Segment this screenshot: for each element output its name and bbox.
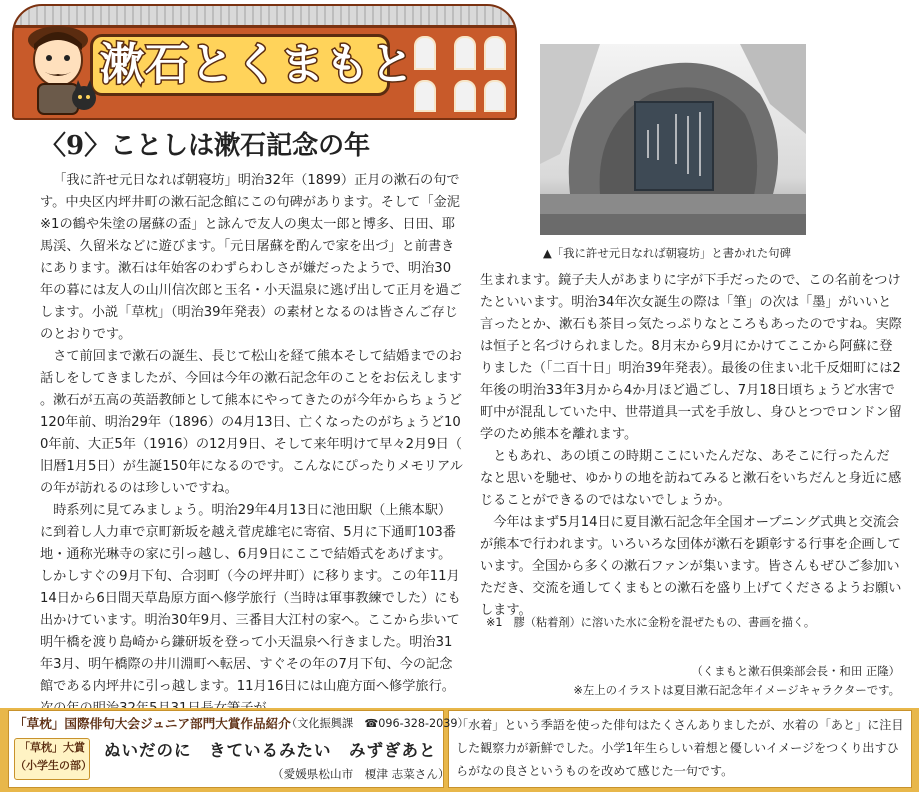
award-contact: （文化振興課 ☎096-328-2039） (286, 717, 469, 730)
award-badge (14, 738, 90, 780)
paragraph: 「我に許せ元日なれば朝寝坊」明治32年（1899）正月の漱石の句です。中央区内坪井町の漱石記念館にこの句碑があります。そして「金泥※1の鶴や朱塗の屠蘇の盃」と詠んで友人の奥太一郎と博多、日田、耶馬渓、久留米などに遊びます。「元日屠蘇を酌んで家を出づ」と前書きにあります。漱石は年始客のわずらわしさが嫌だったようで、明治30年の暮には友人の山川信次郎と玉名・小天温泉に逃げ出して正月を過ごします。小説「草枕」（明治39年発表）の素材となるのは皆さんご存じのとおりです。 (40, 173, 462, 342)
window (484, 80, 506, 112)
footnote: ※1 膠（粘着剤）に溶いた水に金粉を混ぜたもの、書画を描く。 (486, 616, 816, 629)
window (414, 36, 436, 70)
badge-category: （小学生の部） (15, 759, 92, 772)
winning-haiku: ぬいだのに きているみたい みずぎあと (104, 741, 437, 760)
window (414, 80, 436, 112)
paragraph: さて前回まで漱石の誕生、長じて松山を経て熊本そして結婚までのお話しをしてきましたが、今回は今年の漱石記念年のことをお伝えします。漱石が五高の英語教師として熊本にやってきたのが今年からちょうど120年前、明治29年（1896）の4月13日、亡くなったのがちょうど100年前、大正5年（1916）の12月9日、そして来年明けて早々2月9日（旧暦1月5日）が生誕150年になるのです。こんなにぴったりメモリアルの年が訪れるのは珍しいですね。 (40, 349, 463, 496)
award-heading: 「草枕」国際俳句大会ジュニア部門大賞作品紹介 (14, 716, 291, 731)
paragraph: 生まれます。鏡子夫人があまりに字が下手だったので、この名前をつけたといいます。明治34年次女誕生の際は「筆」の次は「墨」がいいと言ったとか、漱石も茶目っ気たっぷりなところもあったのですね。実際は恒子と名づけられました。8月末から9月にかけてここから阿蘇に登りました（「二百十日」明治39年発表）。最後の住まい北千反畑町には2年後の明治33年3月から4か月ほど過ごし、7月18日頃ちょうど水害で町中が混乱していた中、世帯道具一式を手放し、身ひとつでロンドン留学のため熊本を離れます。 (480, 273, 902, 442)
judge-comment: 「水着」という季語を使った俳句はたくさんありましたが、水着の「あと」に注目した観察力が新鮮でした。小学1年生らしい着想と優しいイメージをつくり出すひらがなの良さというものを改めて感じた一句です。 (456, 718, 904, 778)
monument-stone-icon (540, 44, 806, 235)
badge-title: 「草枕」大賞 (19, 741, 85, 754)
haiku-author: （愛媛県松山市 榎津 志菜さん） (272, 767, 450, 781)
soseki-mascot-icon (18, 10, 100, 118)
section-heading: 〈9〉ことしは漱石記念の年 (40, 131, 371, 161)
window (484, 36, 506, 70)
paragraph: ともあれ、あの頃この時期ここにいたんだな、あそこに行ったんだなと思いを馳せ、ゆかりの地を訪ねてみると漱石をいちだんと身近に感じることができるのではないでしょうか。 (480, 449, 902, 508)
monument-photo (540, 44, 806, 235)
paragraph: 時系列に見てみましょう。明治29年4月13日に池田駅（上熊本駅）に到着し人力車で京町新坂を越え菅虎雄宅に寄宿、5月に下通町103番地・通称光琳寺の家に引っ越し、6月9日にここで結婚式をあげます。しかしすぐの9月下旬、合羽町（今の坪井町）に移ります。この年11月14日から6日間天草島原方面へ修学旅行（当時は軍事教練でした）にも出かけています。明治30年9月、三番目大江村の家へ。ここから歩いて明午橋を渡り島崎から鎌研坂を登って小天温泉へ行きました。明治31年3月、明午橋際の井川淵町へ転居、すぐその年の7月下旬、今の記念館である内坪井に引っ越します。11月16日には山鹿方面へ修学旅行。 (40, 503, 461, 694)
article-right-column (480, 270, 902, 630)
window (454, 36, 476, 70)
author-credit: （くまもと漱石倶楽部会長・和田 正隆） (691, 664, 900, 678)
paragraph: 今年はまず5月14日に夏目漱石記念年全国オープニング式典と交流会が熊本で行われます。いろいろな団体が漱石を顕彰する行事を企画しています。全国から多くの漱石ファンが集います。皆さんもぜひご参加いただき、交流を通してくまもとの漱石を盛り上げてくださるようお願いします。 (480, 515, 902, 618)
page-title: 漱石とくまもと (100, 39, 415, 90)
article-left-column (40, 170, 464, 700)
window (454, 80, 476, 112)
photo-caption: ▲「我に許せ元日なれば朝寝坊」と書かれた句碑 (543, 246, 791, 260)
illustration-note: ※左上のイラストは夏目漱石記念年イメージキャラクターです。 (573, 683, 900, 697)
